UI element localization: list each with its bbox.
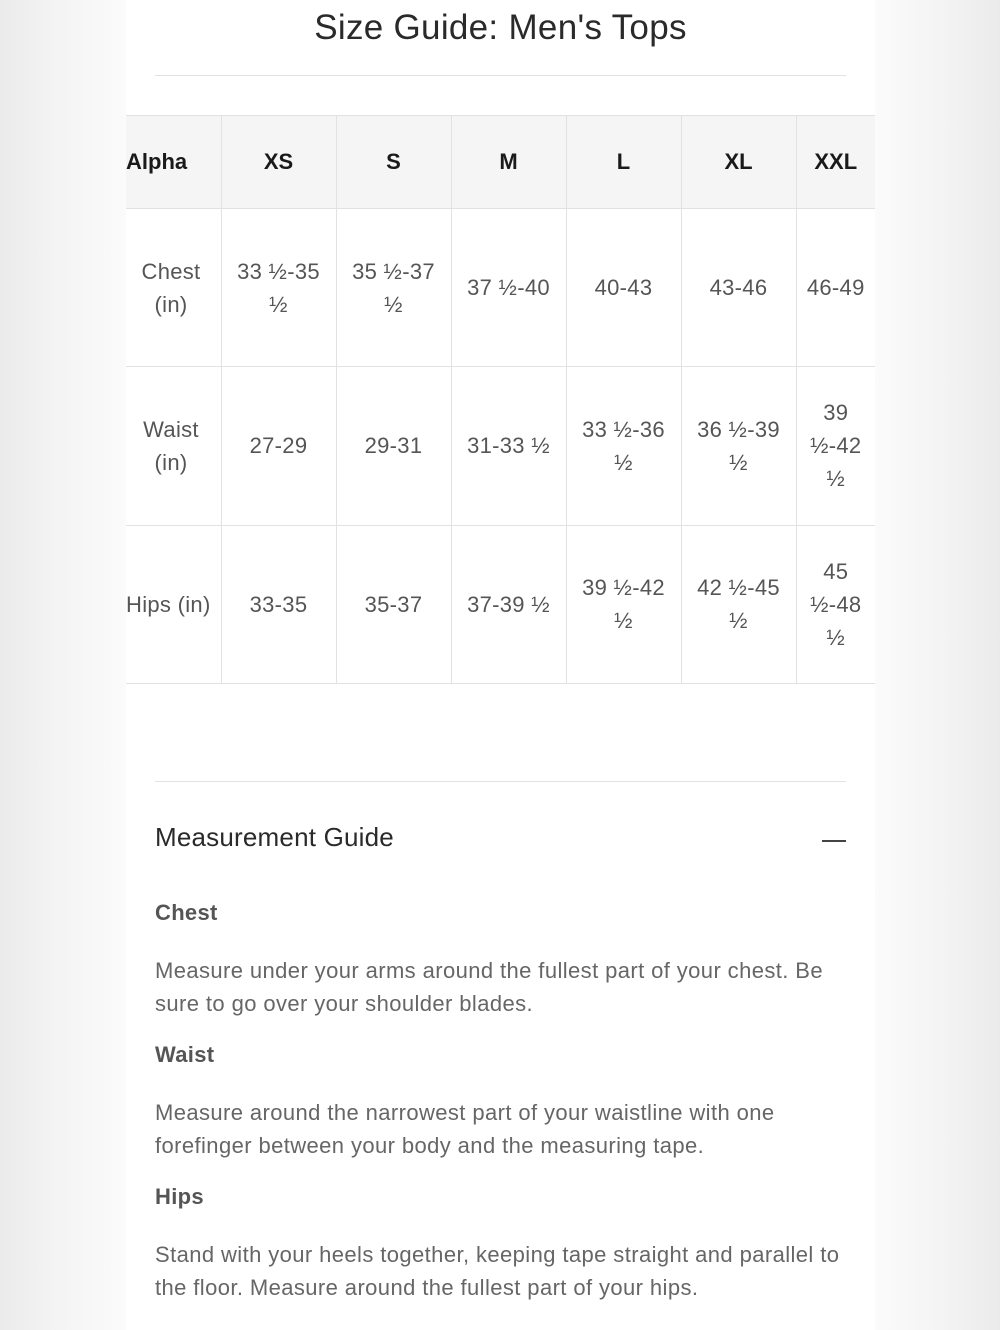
- guide-text-chest: Measure under your arms around the fullest part of your chest. Be sure to go over your shoulder blades.: [155, 958, 823, 1016]
- cell-value: 36 ½-39 ½: [697, 416, 780, 475]
- cell-value: 31-33 ½: [467, 433, 550, 459]
- measurement-guide-content: [155, 900, 846, 1326]
- table-cell: [796, 367, 875, 525]
- cell-value: 46-49: [806, 275, 865, 301]
- guide-heading-hips: Hips: [155, 1184, 204, 1209]
- header-size-xs: XS: [221, 116, 336, 209]
- section-divider: [155, 781, 846, 782]
- cell-value: 33-35: [249, 591, 308, 617]
- header-size-l: L: [566, 116, 681, 209]
- table-header-row: [126, 116, 875, 209]
- table-cell: [451, 209, 566, 367]
- cell-value: 40-43: [594, 275, 653, 301]
- cell-value: 43-46: [709, 275, 768, 301]
- table-cell: [336, 525, 451, 683]
- minus-icon[interactable]: [822, 840, 846, 842]
- table-cell: [681, 525, 796, 683]
- table-cell: [221, 367, 336, 525]
- table-cell: [451, 525, 566, 683]
- header-alpha: Alpha: [126, 116, 221, 209]
- row-label-chest: [126, 209, 221, 367]
- row-label-hips: [126, 525, 221, 683]
- guide-section-hips: [155, 1184, 846, 1304]
- header-size-s: S: [336, 116, 451, 209]
- header-size-xxl: XXL: [796, 116, 875, 209]
- title-divider: [155, 75, 846, 76]
- table-row-hips: [126, 525, 875, 683]
- header-size-xl: XL: [681, 116, 796, 209]
- table-cell: [796, 209, 875, 367]
- table-cell: [796, 525, 875, 683]
- measurement-guide-title: Measurement Guide: [155, 822, 394, 852]
- cell-value: 35-37: [364, 591, 423, 617]
- cell-value: 37-39 ½: [467, 591, 550, 617]
- guide-text-waist: Measure around the narrowest part of your waistline with one forefinger between your body and the measuring tape.: [155, 1100, 775, 1158]
- table-cell: [566, 525, 681, 683]
- table-cell: [336, 209, 451, 367]
- measurement-guide-accordion-header[interactable]: [155, 822, 846, 862]
- row-label-waist: [126, 367, 221, 525]
- guide-text-hips: Stand with your heels together, keeping tape straight and parallel to the floor. Measure around the fullest part of your hips.: [155, 1242, 840, 1300]
- cell-value: 29-31: [364, 433, 423, 459]
- table-row-waist: [126, 367, 875, 525]
- table-cell: [566, 209, 681, 367]
- guide-heading-waist: Waist: [155, 1042, 215, 1067]
- cell-value: 39 ½-42 ½: [582, 575, 665, 634]
- cell-value: 37 ½-40: [467, 275, 550, 301]
- size-guide-panel: [126, 0, 875, 1330]
- guide-section-chest: [155, 900, 846, 1020]
- table-cell: [451, 367, 566, 525]
- table-cell: [336, 367, 451, 525]
- row-label-text: Waist (in): [143, 416, 199, 475]
- page-title: Size Guide: Men's Tops: [314, 8, 687, 47]
- cell-value: 33 ½-36 ½: [582, 416, 665, 475]
- table-cell: [681, 367, 796, 525]
- cell-value: 33 ½-35 ½: [237, 258, 320, 317]
- table-row-chest: [126, 209, 875, 367]
- cell-value: 39 ½-42 ½: [810, 400, 862, 492]
- guide-heading-chest: Chest: [155, 900, 218, 925]
- cell-value: 42 ½-45 ½: [697, 575, 780, 634]
- cell-value: 45 ½-48 ½: [810, 558, 862, 650]
- table-cell: [221, 525, 336, 683]
- row-label-text: Chest (in): [141, 258, 201, 317]
- row-label-text: Hips (in): [126, 591, 211, 617]
- cell-value: 27-29: [249, 433, 308, 459]
- table-cell: [681, 209, 796, 367]
- table-cell: [566, 367, 681, 525]
- size-table: [126, 115, 875, 684]
- header-size-m: M: [451, 116, 566, 209]
- table-cell: [221, 209, 336, 367]
- guide-section-waist: [155, 1042, 846, 1162]
- cell-value: 35 ½-37 ½: [352, 258, 435, 317]
